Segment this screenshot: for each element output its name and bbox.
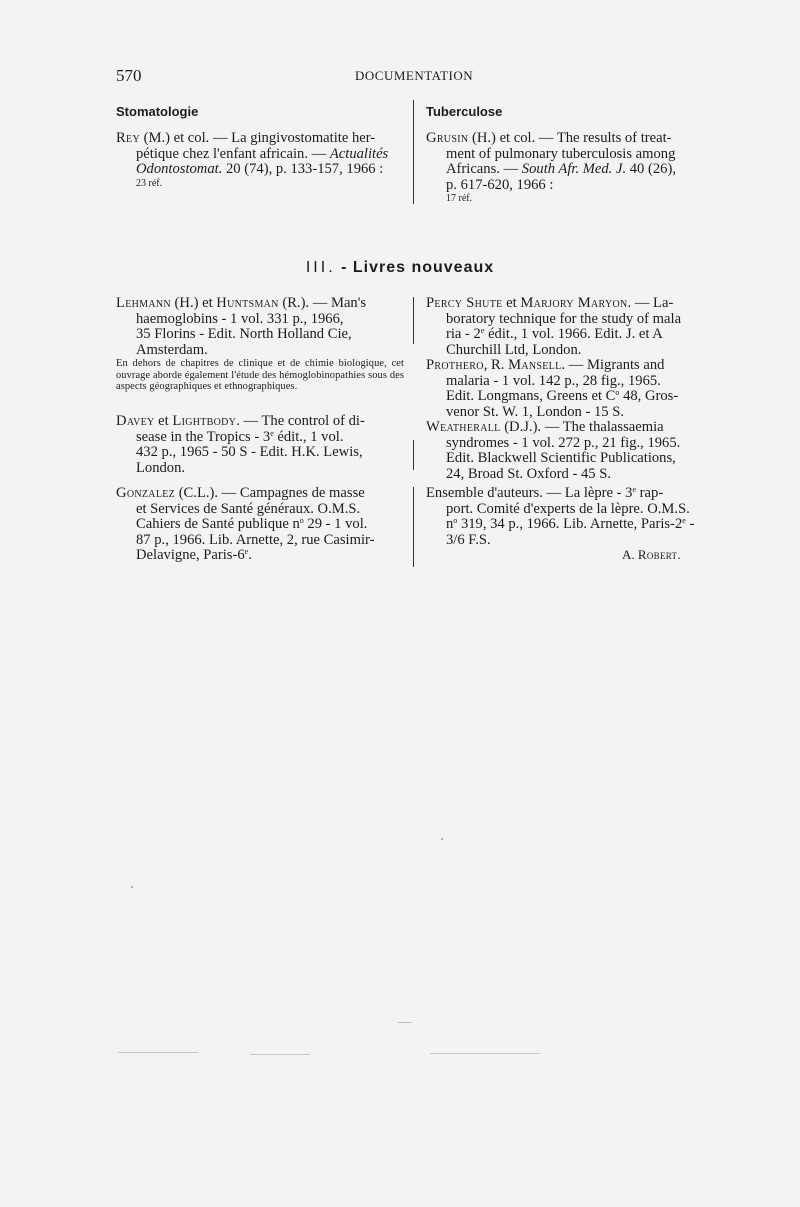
entry-line xyxy=(116,486,404,502)
section-heading-tuberculose: Tuberculose xyxy=(426,104,503,119)
superscript: e xyxy=(270,428,274,438)
entry-line: Edit. Blackwell Scientific Publications, xyxy=(446,450,676,467)
entry-text: Africans. — xyxy=(446,161,522,178)
entry-text: édit., 1 vol. xyxy=(273,428,344,445)
entry-line xyxy=(426,420,714,436)
scan-speck xyxy=(430,1053,540,1054)
entry-line: 24, Broad St. Oxford - 45 S. xyxy=(446,465,611,482)
author: Davey xyxy=(116,413,155,429)
entry-text: (D.J.). — The thalassaemia xyxy=(500,419,664,435)
entry-line xyxy=(116,517,404,533)
author: Weatherall xyxy=(426,419,501,435)
entry-line: ment of pulmonary tuberculosis among xyxy=(446,145,676,162)
entry-text: n xyxy=(446,516,454,533)
entry-text: ria - 2 xyxy=(446,326,481,343)
author: Grusin xyxy=(426,130,469,146)
entry-text: (H.) et col. — The results of treat- xyxy=(468,130,672,146)
entry-line xyxy=(426,131,714,147)
author: Huntsman xyxy=(216,295,279,311)
book-annotation: En dehors de chapitres de clinique et de chimie biologique, cet ouvrage aborde également l'étude des hémoglobinopathies sous des aspects géographiques et ethnographiques. xyxy=(116,358,404,393)
entry-line: malaria - 1 vol. 142 p., 28 fig., 1965. xyxy=(446,372,661,389)
column-divider xyxy=(413,440,414,470)
entry-line xyxy=(116,296,404,312)
book-entry-gonzalez xyxy=(116,486,404,564)
entry-line xyxy=(116,548,404,564)
entry-text: Ensemble d'auteurs. — La lèpre - 3 xyxy=(426,485,633,501)
entry-line: haemoglobins - 1 vol. 331 p., 1966, xyxy=(136,310,344,327)
author: Prothero xyxy=(426,357,484,373)
section-title xyxy=(0,259,800,277)
scan-speck xyxy=(131,886,133,888)
signature xyxy=(622,547,681,563)
book-entry-lehmann xyxy=(116,296,404,358)
author: Percy Shute xyxy=(426,295,503,311)
author: Mansell xyxy=(508,357,562,373)
entry-text: Cahiers de Santé publique n xyxy=(136,516,300,533)
entry-text: (H.) et xyxy=(170,295,217,311)
entry-line: boratory technique for the study of mala xyxy=(446,310,682,327)
entry-text: 29 - 1 vol. xyxy=(303,516,368,533)
entry-line xyxy=(426,296,714,312)
book-entry-prothero xyxy=(426,358,714,420)
entry-line xyxy=(426,327,714,343)
entry-line: 3/6 F.S. xyxy=(446,531,491,548)
entry-line: 87 p., 1966. Lib. Arnette, 2, rue Casimir- xyxy=(136,531,375,548)
entry-line: et Services de Santé généraux. O.M.S. xyxy=(136,500,361,517)
entry-line xyxy=(426,517,714,533)
bibliography-entry xyxy=(426,131,714,204)
author: Rey xyxy=(116,130,140,146)
book-entry-shute xyxy=(426,296,714,358)
entry-line xyxy=(426,486,714,502)
entry-line: port. Comité d'experts de la lèpre. O.M.S. xyxy=(446,500,690,517)
scan-speck xyxy=(441,838,443,840)
signature-name: Robert. xyxy=(637,547,681,562)
entry-line xyxy=(116,430,404,446)
scan-speck xyxy=(398,1022,412,1023)
entry-text: 48, Gros- xyxy=(619,388,679,405)
entry-line: 35 Florins - Edit. North Holland Cie, xyxy=(136,326,352,343)
entry-line: 432 p., 1965 - 50 S - Edit. H.K. Lewis, xyxy=(136,444,363,461)
column-divider xyxy=(413,297,414,344)
entry-line: Churchill Ltd, London. xyxy=(446,341,582,358)
entry-text: 40 (26), xyxy=(626,161,676,178)
entry-line: syndromes - 1 vol. 272 p., 21 fig., 1965. xyxy=(446,434,681,451)
journal-title: Odontostomat. xyxy=(136,161,223,178)
entry-line xyxy=(116,162,404,178)
entry-text: sease in the Tropics - 3 xyxy=(136,428,271,445)
book-entry-davey xyxy=(116,414,404,476)
section-heading-stomatologie: Stomatologie xyxy=(116,104,199,119)
signature-initial: A. xyxy=(622,547,638,562)
entry-text: (C.L.). — Campagnes de masse xyxy=(175,485,365,501)
entry-text: (R.). — Man's xyxy=(278,295,367,311)
entry-text: Delavigne, Paris-6 xyxy=(136,547,245,564)
entry-line xyxy=(116,414,404,430)
entry-line: venor St. W. 1, London - 15 S. xyxy=(446,403,624,420)
author: Lightbody xyxy=(172,413,237,429)
page-number: 570 xyxy=(116,66,142,85)
entry-text: , R. xyxy=(483,357,509,373)
entry-text: . — The control of di- xyxy=(236,413,365,429)
ref-count: 17 réf. xyxy=(446,193,473,205)
journal-title: South Afr. Med. J. xyxy=(521,161,627,178)
entry-text: 319, 34 p., 1966. Lib. Arnette, Paris-2 xyxy=(457,516,683,533)
superscript: e xyxy=(682,516,686,526)
superscript: e xyxy=(480,326,485,336)
section-number: III. xyxy=(305,259,336,276)
entry-text: 20 (74), p. 133-157, 1966 : xyxy=(222,161,384,178)
entry-text: . xyxy=(248,547,252,564)
superscript: o xyxy=(453,516,458,526)
entry-text: . — Migrants and xyxy=(561,357,665,373)
entry-text: édit., 1 vol. 1966. Edit. J. et A xyxy=(484,326,663,343)
entry-line xyxy=(116,131,404,147)
entry-text: rap- xyxy=(636,485,664,501)
scan-speck xyxy=(118,1052,198,1053)
column-divider xyxy=(413,487,414,567)
book-entry-ensemble xyxy=(426,486,714,548)
author: Lehmann xyxy=(116,295,171,311)
entry-line: Amsterdam. xyxy=(136,341,208,358)
scan-speck xyxy=(250,1054,310,1055)
superscript: o xyxy=(615,388,620,398)
column-divider xyxy=(413,100,414,204)
book-entry-weatherall xyxy=(426,420,714,482)
entry-text: - xyxy=(685,516,695,533)
ref-count: 23 réf. xyxy=(136,177,163,189)
superscript: e xyxy=(632,485,637,494)
author: Marjory Maryon xyxy=(520,295,628,311)
entry-text: et xyxy=(154,413,173,429)
entry-text: et xyxy=(502,295,521,311)
running-title: DOCUMENTATION xyxy=(355,68,474,83)
entry-text: . — La- xyxy=(627,295,674,311)
entry-text: Edit. Longmans, Greens et C xyxy=(446,388,616,405)
superscript: e xyxy=(244,547,249,557)
entry-line xyxy=(426,358,714,374)
journal-title: Actualités xyxy=(329,145,389,162)
entry-line xyxy=(426,162,714,178)
superscript: o xyxy=(299,516,304,526)
author: Gonzalez xyxy=(116,485,176,501)
entry-line: London. xyxy=(136,459,186,476)
section-title-text: Livres nouveaux xyxy=(352,259,495,276)
entry-line: p. 617-620, 1966 : xyxy=(446,176,554,193)
entry-text: (M.) et col. — La gingivostomatite her- xyxy=(139,130,376,146)
bibliography-entry xyxy=(116,131,404,189)
entry-line xyxy=(116,147,404,163)
section-dash: - xyxy=(335,259,353,276)
entry-text: pétique chez l'enfant africain. — xyxy=(136,145,330,162)
entry-line xyxy=(426,389,714,405)
